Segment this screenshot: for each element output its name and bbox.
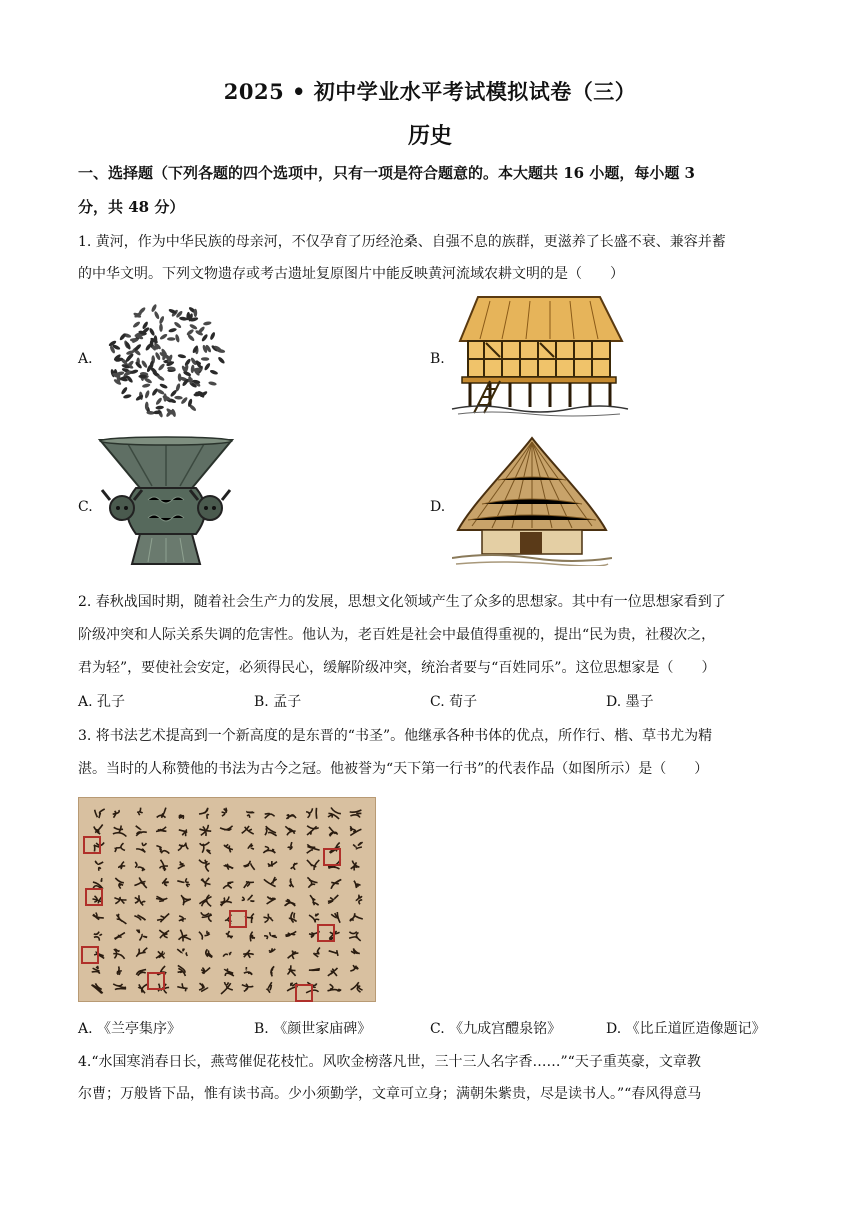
q2-option-a[interactable]: A. 孔子 [78,694,126,710]
q1-option-d-label: D. [430,499,446,515]
subject-title: 历史 [407,123,452,149]
section-heading-line1: 一、选择题（下列各题的四个选项中，只有一项是符合题意的。本大题共 16 小题，每小题 3 [78,164,695,182]
q1-stem-line1: 1. 黄河，作为中华民族的母亲河，不仅孕育了历经沧桑、自强不息的族群，更滋养了长盛不衰、兼容并蓄 [78,234,726,250]
q4-stem-line1: 4.“水国寒消春日长，燕莺催促花枝忙。风吹金榜落凡世，三十三人名字香……”“天子重英豪，文章教 [78,1054,701,1070]
bronze-zun-vessel-image [96,434,236,568]
calligraphy-scroll-image [78,797,376,1002]
q4-stem-line2: 尔曹；万般皆下品，惟有读书高。少小须勤学，文章可立身；满朝朱紫贵，尽是读书人。”“春风得意马 [78,1086,702,1102]
q2-stem-line2: 阶级冲突和人际关系失调的危害性。他认为，老百姓是社会中最值得重视的，提出“民为贵，社稷次之， [78,627,716,643]
millet-grains-image [104,298,228,420]
q2-option-b[interactable]: B. 孟子 [254,694,302,710]
q1-option-c-label: C. [78,499,93,515]
q2-option-d[interactable]: D. 墨子 [606,694,654,710]
section-heading-line2: 分，共 48 分） [78,198,185,216]
q1-stem-line2: 的中华文明。下列文物遗存或考古遗址复原图片中能反映黄河流域农耕文明的是（ ） [78,266,624,282]
q2-stem-line1: 2. 春秋战国时期，随着社会生产力的发展，思想文化领域产生了众多的思想家。其中有一位思想家看到了 [78,594,726,610]
q2-stem-line3: 君为轻”，要使社会安定，必须得民心，缓解阶级冲突，统治者要与“百姓同乐”。这位思想家是（ ） [78,660,716,676]
exam-title: 2025 • 初中学业水平考试模拟试卷（三） [223,79,637,104]
q1-option-a-label: A． [78,351,103,367]
stilt-house-image [450,293,630,417]
q3-option-a[interactable]: A. 《兰亭集序》 [78,1021,182,1037]
q3-stem-line2: 湛。当时的人称赞他的书法为古今之冠。他被誉为“天下第一行书”的代表作品（如图所示）是（ ） [78,761,709,777]
q1-option-b-label: B. [430,351,445,367]
thatched-hut-image [452,434,612,566]
q3-stem-line1: 3. 将书法艺术提高到一个新高度的是东晋的“书圣”。他继承各种书体的优点，所作行、楷、草书尤为精 [78,728,713,744]
q3-option-c[interactable]: C. 《九成宫醴泉铭》 [430,1021,562,1037]
q3-option-d[interactable]: D. 《比丘道匠造像题记》 [606,1021,766,1037]
q2-option-c[interactable]: C. 荀子 [430,694,478,710]
q3-option-b[interactable]: B. 《颜世家庙碑》 [254,1021,372,1037]
